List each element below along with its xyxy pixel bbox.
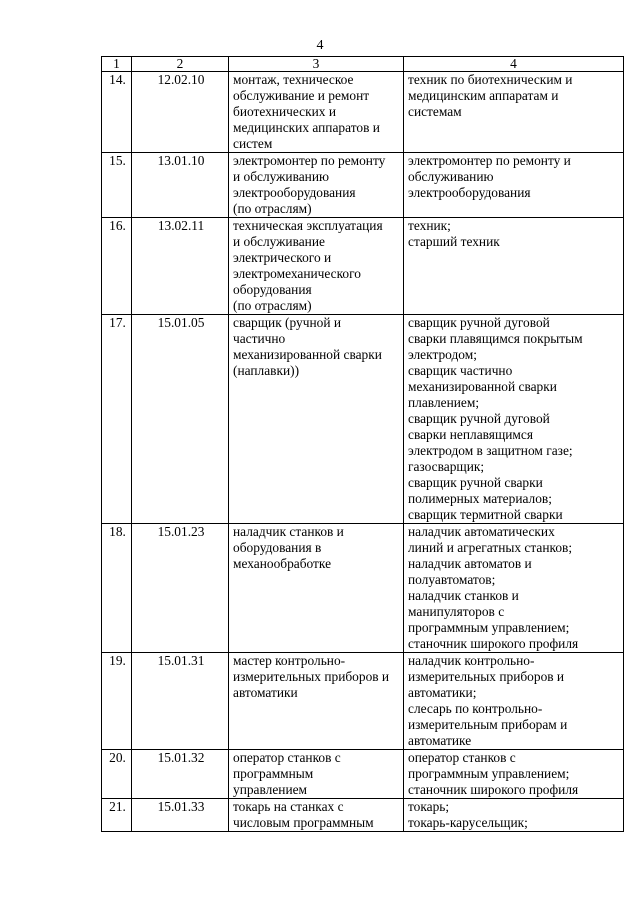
profession-name-cell (229, 799, 404, 832)
qualification-line: электродом в защитном газе; (408, 443, 573, 458)
profession-line: систем (233, 136, 273, 151)
profession-line: техническая эксплуатация (233, 218, 383, 233)
qualification-line: сварки плавящимся покрытым (408, 331, 583, 346)
profession-line: управлением (233, 782, 308, 797)
profession-name-cell (229, 750, 404, 799)
table-row (102, 72, 624, 153)
qualifications-cell (404, 218, 624, 315)
qualification-line: автоматике (408, 733, 472, 748)
professions-table (101, 56, 624, 832)
row-number-cell: 15. (102, 153, 132, 218)
table-row (102, 653, 624, 750)
qualification-line: наладчик автоматических (408, 524, 555, 539)
profession-line: сварщик (ручной и (233, 315, 342, 330)
qualification-line: наладчик автоматов и (408, 556, 532, 571)
qualifications-cell (404, 72, 624, 153)
profession-line: обслуживание и ремонт (233, 88, 370, 103)
qualification-line: техник по биотехническим и (408, 72, 573, 87)
row-number-cell: 18. (102, 524, 132, 653)
table-body (102, 72, 624, 832)
qualification-line: линий и агрегатных станков; (408, 540, 573, 555)
profession-name-cell (229, 72, 404, 153)
qualification-line: сварщик термитной сварки (408, 507, 563, 522)
specialty-code-cell: 15.01.31 (132, 653, 229, 750)
table-row (102, 315, 624, 524)
table-row (102, 218, 624, 315)
profession-name-cell (229, 524, 404, 653)
specialty-code-cell: 15.01.32 (132, 750, 229, 799)
specialty-code-cell: 13.01.10 (132, 153, 229, 218)
profession-line: мастер контрольно- (233, 653, 346, 668)
qualification-line: станочник широкого профиля (408, 782, 579, 797)
qualification-line: слесарь по контрольно- (408, 701, 543, 716)
profession-line: и обслуживание (233, 234, 325, 249)
qualification-line: механизированной сварки (408, 379, 557, 394)
specialty-code-cell: 13.02.11 (132, 218, 229, 315)
profession-line: наладчик станков и (233, 524, 344, 539)
qualification-line: техник; (408, 218, 451, 233)
qualification-line: манипуляторов с (408, 604, 505, 619)
qualification-line: плавлением; (408, 395, 480, 410)
qualification-line: программным управлением; (408, 766, 570, 781)
specialty-code-cell: 15.01.33 (132, 799, 229, 832)
qualification-line: сварки неплавящимся (408, 427, 534, 442)
table-row (102, 524, 624, 653)
qualification-line: старший техник (408, 234, 500, 249)
page-number: 4 (316, 38, 324, 53)
qualification-line: газосварщик; (408, 459, 485, 474)
profession-line: числовым программным (233, 815, 374, 830)
profession-line: и обслуживанию (233, 169, 330, 184)
header-cell-1: 1 (102, 57, 132, 72)
header-cell-4: 4 (404, 57, 624, 72)
qualification-line: сварщик ручной дуговой (408, 315, 550, 330)
profession-name-cell (229, 153, 404, 218)
profession-line: оборудования (233, 282, 312, 297)
profession-line: оборудования в (233, 540, 322, 555)
qualification-line: электрооборудования (408, 185, 531, 200)
qualification-line: токарь; (408, 799, 450, 814)
qualification-line: электромонтер по ремонту и (408, 153, 571, 168)
specialty-code-cell: 15.01.05 (132, 315, 229, 524)
profession-line: программным (233, 766, 314, 781)
profession-line: биотехнических и (233, 104, 336, 119)
qualification-line: сварщик ручной сварки (408, 475, 543, 490)
qualification-line: программным управлением; (408, 620, 570, 635)
profession-line: механизированной сварки (233, 347, 382, 362)
qualification-line: полуавтоматов; (408, 572, 496, 587)
profession-line: электромеханического (233, 266, 361, 281)
profession-name-cell (229, 653, 404, 750)
profession-line: оператор станков с (233, 750, 341, 765)
profession-line: автоматики (233, 685, 298, 700)
qualification-line: обслуживанию (408, 169, 494, 184)
row-number-cell: 21. (102, 799, 132, 832)
table-row (102, 153, 624, 218)
qualification-line: наладчик станков и (408, 588, 519, 603)
qualifications-cell (404, 799, 624, 832)
row-number-cell: 16. (102, 218, 132, 315)
qualification-line: оператор станков с (408, 750, 516, 765)
profession-name-cell (229, 218, 404, 315)
table-header (102, 57, 624, 72)
row-number-cell: 19. (102, 653, 132, 750)
header-cell-2: 2 (132, 57, 229, 72)
profession-line: (по отраслям) (233, 298, 312, 313)
profession-name-cell (229, 315, 404, 524)
profession-line: медицинских аппаратов и (233, 120, 380, 135)
profession-line: (наплавки)) (233, 363, 300, 378)
qualification-line: медицинским аппаратам и (408, 88, 559, 103)
header-cell-3: 3 (229, 57, 404, 72)
qualification-line: сварщик частично (408, 363, 513, 378)
qualifications-cell (404, 653, 624, 750)
profession-line: монтаж, техническое (233, 72, 354, 87)
profession-line: механообработке (233, 556, 332, 571)
qualifications-cell (404, 750, 624, 799)
qualification-line: полимерных материалов; (408, 491, 552, 506)
profession-line: электрического и (233, 250, 332, 265)
specialty-code-cell: 15.01.23 (132, 524, 229, 653)
profession-line: электрооборудования (233, 185, 356, 200)
qualification-line: электродом; (408, 347, 477, 362)
profession-line: токарь на станках с (233, 799, 344, 814)
profession-line: частично (233, 331, 286, 346)
qualification-line: станочник широкого профиля (408, 636, 579, 651)
qualifications-cell (404, 315, 624, 524)
qualification-line: токарь-карусельщик; (408, 815, 528, 830)
header-row (102, 57, 624, 72)
qualification-line: сварщик ручной дуговой (408, 411, 550, 426)
profession-line: электромонтер по ремонту (233, 153, 386, 168)
profession-line: (по отраслям) (233, 201, 312, 216)
row-number-cell: 14. (102, 72, 132, 153)
qualification-line: автоматики; (408, 685, 477, 700)
row-number-cell: 17. (102, 315, 132, 524)
row-number-cell: 20. (102, 750, 132, 799)
specialty-code-cell: 12.02.10 (132, 72, 229, 153)
qualification-line: измерительным приборам и (408, 717, 568, 732)
profession-line: измерительных приборов и (233, 669, 390, 684)
qualifications-cell (404, 153, 624, 218)
table-row (102, 750, 624, 799)
qualification-line: системам (408, 104, 462, 119)
qualification-line: измерительных приборов и (408, 669, 565, 684)
qualification-line: наладчик контрольно- (408, 653, 535, 668)
table-row (102, 799, 624, 832)
qualifications-cell (404, 524, 624, 653)
